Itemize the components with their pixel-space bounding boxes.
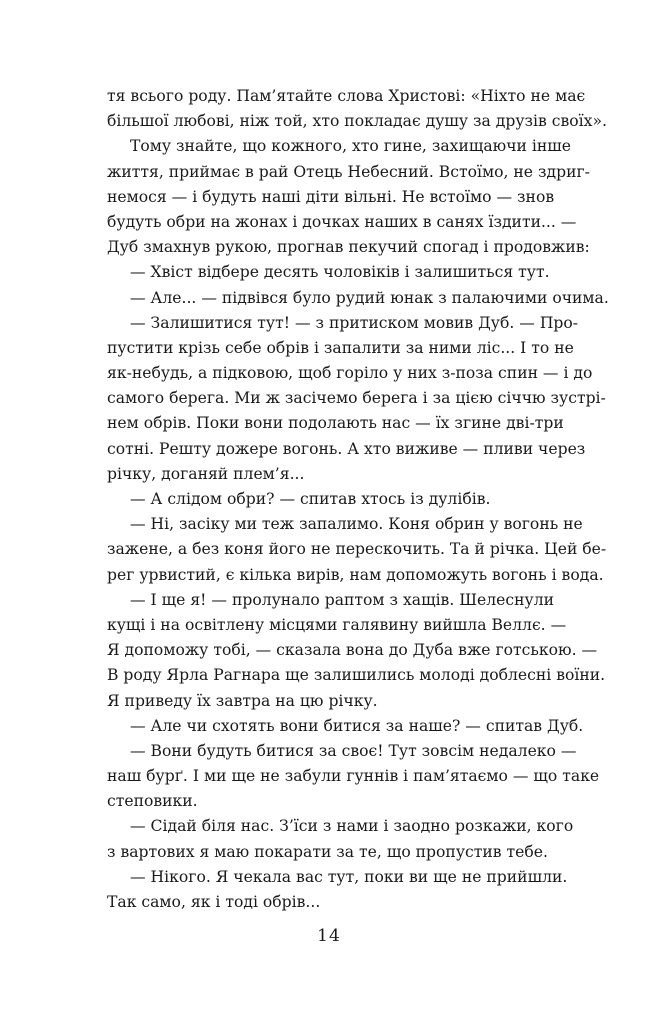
paragraph (107, 487, 551, 512)
text-line: — Залишитися тут! — з притиском мовив Дуб. — Про- (130, 313, 579, 332)
text-line: життя, приймає в рай Отець Небесний. Встоїмо, не здриг- (107, 162, 590, 181)
paragraph (107, 134, 590, 260)
text-line: — Вони будуть битися за своє! Тут зовсім недалеко — (130, 741, 577, 760)
paragraph (107, 286, 609, 311)
paragraph (107, 739, 600, 815)
text-line: як-небудь, а підковою, щоб горіло у них з-поза спин — і до (107, 364, 593, 383)
text-line: степовики. (107, 792, 198, 811)
text-line: — Нікого. Я чекала вас тут, поки ви ще не прийшли. (130, 867, 568, 886)
text-line: пустити крізь себе обрів і запалити за ними ліс... І то не (107, 338, 574, 357)
text-line: Тому знайте, що кожного, хто гине, захищаючи інше (130, 137, 571, 156)
text-line: річку, доганяй плем’я... (107, 464, 305, 483)
paragraph (107, 512, 607, 588)
text-line: В роду Ярла Рагнара ще залишились молоді доблесні воїни. (107, 666, 606, 685)
text-line: більшої любові, ніж той, хто покладає душу за друзів своїх». (107, 112, 607, 131)
text-line: нем обрів. Поки вони подолають нас — їх згине дві-три (107, 414, 564, 433)
body-text (107, 84, 609, 915)
paragraph (107, 311, 606, 487)
text-line: — Ні, засіку ми теж запалимо. Коня обрин у вогонь не (130, 515, 583, 534)
paragraph (107, 84, 607, 134)
page-number: 14 (317, 926, 341, 946)
text-line: кущі і на освітлену місцями галявину вийшла Веллє. — (107, 615, 567, 634)
text-line: — Але чи схотять вони битися за наше? — спитав Дуб. (130, 716, 584, 735)
text-line: Я допоможу тобі, — сказала вона до Дуба вже готською. — (107, 641, 598, 660)
text-line: Дуб змахнув рукою, прогнав пекучий спогад і продовжив: (107, 238, 590, 257)
text-line: самого берега. Ми ж засічемо берега і за цією січчю зустрі- (107, 389, 606, 408)
text-line: будуть обри на жонах і дочках наших в санях їздити... — (107, 212, 577, 231)
text-line: — Сідай біля нас. З’їси з нами і заодно розкажи, кого (130, 817, 574, 836)
text-line: зажене, а без коня його не перескочить. Та й річка. Цей бе- (107, 540, 607, 559)
text-line: — Але... — підвівся було рудий юнак з палаючими очима. (130, 288, 609, 307)
text-line: сотні. Решту дожере вогонь. А хто виживе — пливи через (107, 439, 586, 458)
paragraph (107, 865, 568, 915)
paragraph (107, 260, 551, 285)
text-line: немося — і будуть наші діти вільні. Не встоїмо — знов (107, 187, 555, 206)
text-line: рег урвистий, є кілька вирів, нам допоможуть вогонь і вода. (107, 565, 604, 584)
text-line: Так само, як і тоді обрів... (107, 893, 321, 911)
text-line: з вартових я маю покарати за те, що пропустив тебе. (107, 842, 548, 861)
text-line: — Хвіст відбере десять чоловіків і залишиться тут. (130, 263, 550, 282)
text-line: тя всього роду. Пам’ятайте слова Христові: «Ніхто не має (107, 87, 586, 105)
paragraph (107, 588, 606, 714)
text-line: наш бурґ. І ми ще не забули гуннів і пам’ятаємо — що таке (107, 767, 600, 786)
text-line: — І ще я! — пролунало раптом з хащів. Шелеснули (130, 590, 555, 609)
text-line: Я приведу їх завтра на цю річку. (107, 691, 378, 710)
text-line: — А слідом обри? — спитав хтось із дулібів. (130, 490, 491, 508)
paragraph (107, 814, 574, 864)
paragraph (107, 714, 584, 739)
